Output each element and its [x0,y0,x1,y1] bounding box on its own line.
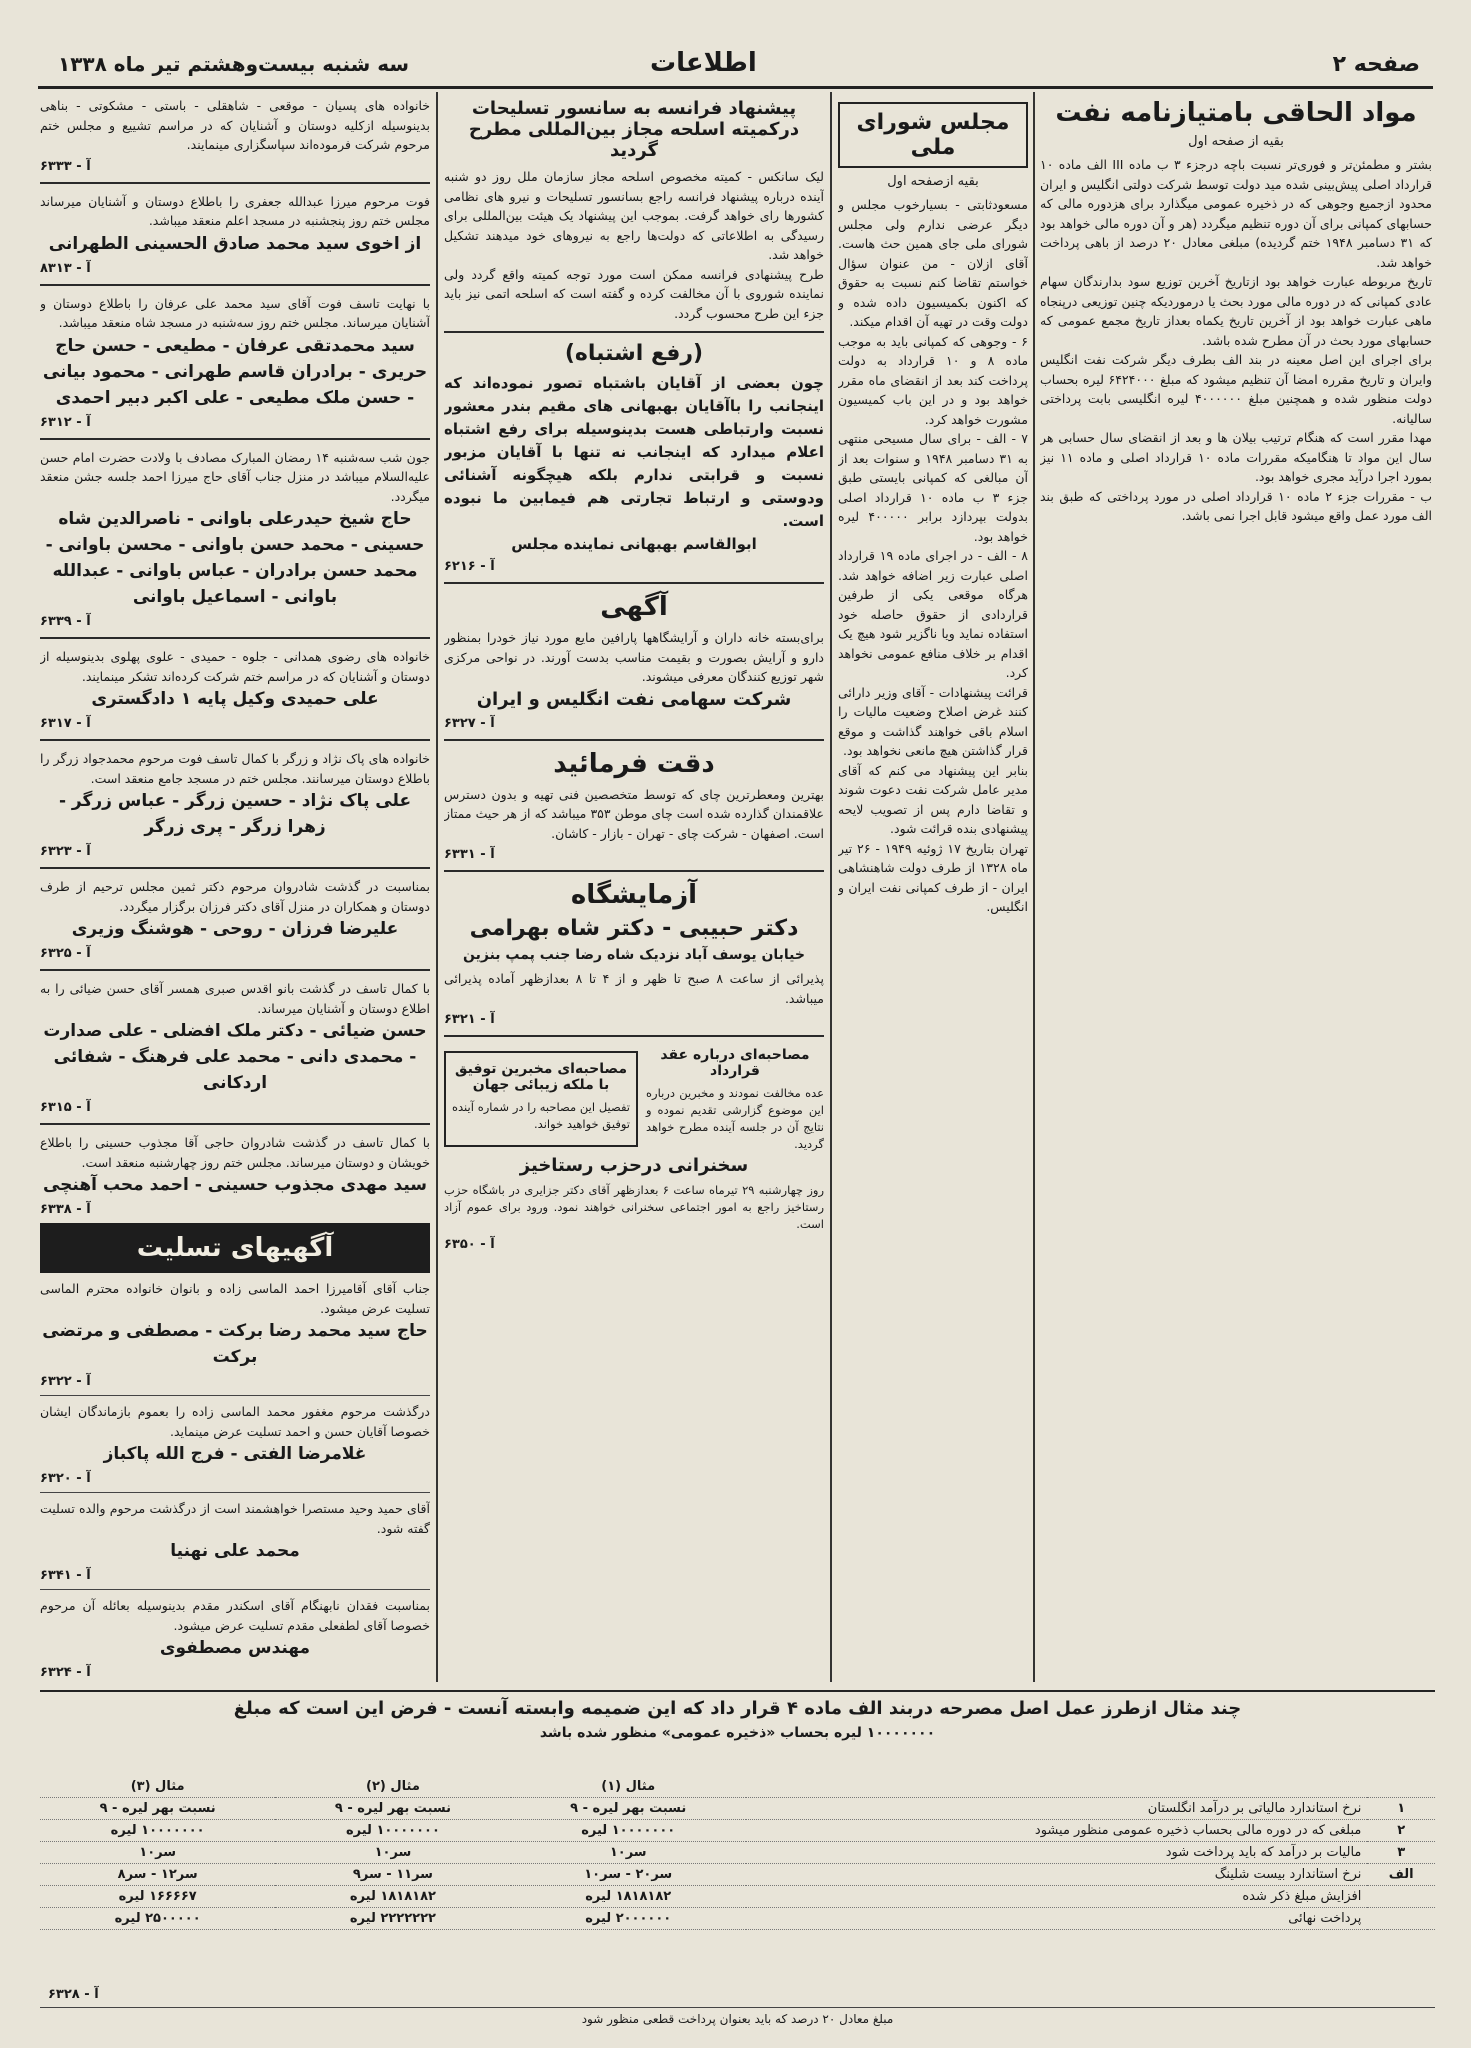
table-cell: ۲۵۰۰۰۰۰ لیره [40,1908,275,1930]
article-paragraph: ۷ - الف - برای سال مسیحی منتهی به ۳۱ دسامبر ۱۹۴۸ و سنوات بعد از آن مبالغی که کمپانی بایستی طبق جزء ۳ ب ماده ۱۰ قرارداد اصلی بدولت بپردازد برابر ۴۰۰۰۰۰ لیره خواهد بود. [838,431,1028,544]
ad-code: آ - ۶۳۱۲ [40,414,91,430]
center-column [444,96,824,1676]
article-paragraph: ۸ - الف - در اجرای ماده ۱۹ قرارداد اصلی عبارت زیر اضافه خواهد شد. هرگاه موقعی یکی از طرفین قراردادی از حقوق حاصله خود استفاده نماید ویا ناگزیر شود هیچ یک اقدام بر خلاف منافع عمومی نخواهد کرد. [838,548,1028,680]
memo-text: عده مخالفت نمودند و مخبرین درباره این موضوع گزارشی تقدیم نموده و نتایج آن در جلسه آینده مطرح خواهد گردید. [646,1086,824,1151]
ad-code: آ - ۶۳۲۷ [444,715,495,731]
calculation-table [40,1776,1435,1930]
notice-names: علی پاک نژاد - حسین زرگر - عباس زرگر - زهرا زرگر - پری زرگر [58,791,412,837]
article-paragraph: مسعودثابتی - بسیارخوب مجلس و دیگر عرضی ندارم ولی مجلس شورای ملی جای همین حث هاست. آقای ازلان - من عنوان سؤال خواستم تقاضا کنم نسبت به حقوق که اکنون بکمیسیون داده شده و دولت وقت در تهیه آن اقدام میکند. [838,197,1028,329]
masthead [40,44,1440,104]
ad-code: آ - ۸۳۱۳ [40,260,91,276]
notice-text: خانواده های رضوی همدانی - جلوه - حمیدی - علوی پهلوی بدینوسیله از دوستان و آشنایان که در مراسم ختم شرکت کرده‌اند تشکر مینمایند. [40,649,430,684]
table-cell: ۱۸۱۸۱۸۲ لیره [275,1886,510,1908]
table-cell: سر۱۱ - سر۹ [275,1864,510,1886]
separator [40,1492,430,1493]
lab-address: خیابان یوسف آباد نزدیک شاه رضا جنب پمپ بنزین [463,947,805,963]
lab-hours: پذیرائی از ساعت ۸ صبح تا ظهر و از ۴ تا ۸ بعدازظهر آماده پذیرائی میباشد. [444,971,824,1006]
article-paragraph: تهران بتاریخ ۱۷ ژوئیه ۱۹۴۹ - ۲۶ تیر ماه ۱۳۲۸ از طرف دولت شاهنشاهی ایران - از طرف کمپانی نفت ایران و انگلیس. [838,840,1028,914]
majlis-article [838,96,1028,1676]
ad-code: آ - ۶۳۳۱ [444,847,495,862]
notice-names: غلامرضا الفتی - فرج الله پاکباز [103,1444,367,1464]
column-rule [830,92,832,1682]
ad-code: آ - ۶۳۳۳ [40,158,91,174]
table-cell: نسبت بهر لیره - ۹ [275,1798,510,1820]
masthead-rule [38,86,1433,89]
small-items-row [444,1045,824,1153]
oil-agreement-article [1040,96,1432,1676]
correction-title: (رفع اشتباه) [564,341,704,366]
table-cell: سر۱۰ [275,1842,510,1864]
condolence-banner: آگهیهای تسلیت [40,1223,430,1273]
correction-signature: ابوالقاسم بهبهانی نماینده مجلس [511,535,757,553]
table-cell: مبلغی که در دوره مالی بحساب ذخیره عمومی منظور میشود [746,1820,1368,1842]
table-header-cell: مثال (۲) [275,1776,510,1798]
notice-text: خانواده های پاک نژاد و زرگر با کمال تاسف فوت مرحوم محمدجواد زرگر را باطلاع دوستان میرسانند. مجلس ختم در مسجد جامع منعقد است. [40,751,430,786]
newspaper-name: اطلاعات [650,48,757,78]
notice-text: درگذشت مرحوم مغفور محمد الماسی زاده را بعموم بازماندگان ایشان خصوصا آقایان حسن و احمد تسلیت عرض مینماید. [40,1404,430,1439]
notice-text: آقای حمید وحید مستصرا خواهشمند است از درگذشت مرحوم والده تسلیت گفته شود. [40,1501,430,1536]
ad-code: آ - ۶۳۲۸ [48,1987,99,2002]
separator [444,870,824,872]
separator [40,739,430,741]
issue-date: سه شنبه بیست‌وهشتم تیر ماه ۱۳۳۸ [58,52,410,76]
notice-names: محمد علی نهنیا [170,1541,300,1561]
ad-text: برای‌بسته خانه داران و آرایشگاهها پارافین مایع مورد نیاز خودرا بمنظور دارو و آرایش بصورت و بقیمت مناسب بدست آورند. در نواحی مرکزی شهر توزیع کنندگان معرفی میشوند. [444,630,824,684]
separator [40,1395,430,1396]
separator [40,438,430,440]
continued-note: بقیه ازصفحه اول [887,174,979,189]
notice-names: مهندس مصطفوی [159,1638,311,1658]
notice-text: فوت مرحوم میرزا عبدالله جعفری را باطلاع دوستان و آشنایان میرساند مجلس ختم روز پنجشنبه در مسجد اعلم منعقد میباشد. [40,193,430,228]
table-row [40,1842,1435,1864]
table-cell: نرخ استاندارد مالیاتی بر درآمد انگلستان [746,1798,1368,1820]
separator [444,1035,824,1037]
table-row [40,1820,1435,1842]
notice-text: بمناسبت در گذشت شادروان مرحوم دکتر ثمین مجلس ترحیم از طرف دوستان و همکاران در منزل آقای دکتر فرزان برگزار میگردد. [40,879,430,914]
ad-code: آ - ۶۳۲۴ [40,1665,91,1676]
article-paragraph: لیک سانکس - کمیته مخصوص اسلحه مجاز سازمان ملل روز دو شنبه آینده درباره پیشنهاد فرانسه راجع بسانسور تسلیحات و نیرو های نظامی کشورها رای خواهد گرفت. بموجب این پیشنهاد یک هیئت بین‌المللی برای رسیدگی به اطلاعاتی که دولت‌ها راجع به نیروهای خود میدهند تشکیل خواهد شد. [444,169,824,262]
notice-names: حاج شیخ حیدرعلی باوانی - ناصرالدین شاه حسینی - محمد حسن باوانی - محسن باوانی - محمد حسن برادران - عباس باوانی - عبدالله باوانی - اسماعیل باوانی [45,509,425,607]
ad-code: آ - ۶۳۲۳ [40,844,91,859]
article-title: پیشنهاد فرانسه به سانسور تسلیحات درکمیته اسلحه مجاز بین‌المللی مطرح گردید [468,98,800,161]
table-cell: ۱۰۰۰۰۰۰۰ لیره [40,1820,275,1842]
ad-code: آ - ۶۳۲۲ [40,1374,91,1389]
separator [40,1589,430,1590]
speech-text: روز چهارشنبه ۲۹ تیرماه ساعت ۶ بعدازظهر آقای دکتر جزایری در باشگاه حزب رستاخیز راجع به امور اجتماعی سخنرانی خواهند نمود. ورود برای عموم آزاد است. [444,1183,824,1231]
memo-title: مصاحبه‌ای درباره عقد قرارداد [660,1047,810,1079]
notice-text: خانواده های پسیان - موقعی - شاهقلی - باستی - مشکوتی - بناهی بدینوسیله ازکلیه دوستان و آشنایان که در مراسم تشییع و مجلس ختم مرحوم شرکت فرموده‌اند سپاسگزاری مینمایند. [40,98,430,152]
table-cell: نسبت بهر لیره - ۹ [511,1798,746,1820]
article-paragraph: مهدا مقرر است که هنگام ترتیب بیلان ها و بعد از انقضای سال حسابی هر سال این مواد تا هنگامیکه مقررات ماده ۱۰ قرارداد اصلی و ماده ۱۱ نیز بمورد اجرا درآید مجری خواهد بود. [1040,430,1432,484]
notice-names: از اخوی سید محمد صادق الحسینی الطهرانی [48,233,422,254]
table-header-cell: مثال (۱) [511,1776,746,1798]
table-cell: ۱۰۰۰۰۰۰۰ لیره [511,1820,746,1842]
article-paragraph: بشتر و مطمئن‌تر و فوری‌تر نسبت باچه درجزء ۳ ب ماده III الف ماده ۱۰ قرارداد اصلی پیش‌بینی شده مید دولت توسط شرکت دولتی انگلیس و ایران محدود ازجمیع وجوهی که در ذخیره عمومی میگذارد برای هزدوره مالی که حسابهای کمپانی برای آن دوره تنظیم میگردد (هر و آن دوره مالی خواهد بود که ۳۱ دسامبر ۱۹۴۸ ختم گردیده) مبلغی معادل ۲۰ درصد از باهی پرداخت خواهد شد. [1040,157,1432,270]
table-row [40,1864,1435,1886]
separator [40,969,430,971]
ad-code: آ - ۶۳۳۸ [40,1202,91,1217]
separator [444,331,824,333]
table-subheading: ۱۰۰۰۰۰۰۰ لیره بحساب «ذخیره عمومی» منظور شده باشد [539,1725,936,1741]
separator [444,739,824,741]
column-rule [1033,92,1035,1682]
notice-title: دقت فرمائید [553,748,715,779]
table-row [40,1798,1435,1820]
interview-item [444,1051,638,1147]
article-paragraph: بنابر این پیشنهاد می کنم که آقای مدیر عامل شرکت نفت دعوت شوند و تقاضا دارم پس از تصویب لایحه پیشنهادی بنده قرائت شود. [838,762,1028,836]
table-cell [1367,1908,1435,1930]
article-title: مواد الحاقی بامتیازنامه نفت [1055,98,1417,128]
table-cell: ۳ [1367,1842,1435,1864]
notice-text: جون شب سه‌شنبه ۱۴ رمضان المبارک مصادف با ولادت حضرت امام حسن علیه‌السلام میباشد در منزل جناب آقای حاج میرزا احمد جلسه جشن منعقد میگردد. [40,449,430,504]
interview-text: تفصیل این مصاحبه را در شماره آینده توفیق خواهید خواند. [452,1100,630,1131]
table-row [40,1908,1435,1930]
notice-names: حسن ضیائی - دکتر ملک افضلی - علی صدارت - محمدی دانی - محمد علی فرهنگ - شفائی اردکانی [43,1021,427,1093]
table-cell: سر۱۰ [511,1842,746,1864]
separator [40,1123,430,1125]
notices-column [40,96,430,1676]
article-paragraph: طرح پیشنهادی فرانسه ممکن است مورد توجه کمیته واقع گردد ولی نماینده شوروی با آن مخالفت کرده و گفته است که اسلحه اتمی نیز باید جزء این طرح محسوب گردد. [444,266,824,321]
table-cell: سر۲۰ - سر۱۰ [511,1864,746,1886]
table-cell: ۲ [1367,1820,1435,1842]
notice-text: بهترین ومعطرترین چای که توسط متخصصین فنی تهیه و بدون دسترس علاقمندان گذارده شده است چای موطن ۳۵۳ میباشد که از هر حیث ممتاز است. اصفهان - شرکت چای - تهران - بازار - کاشان. [444,786,824,841]
ad-code: آ - ۶۳۵۰ [444,1237,495,1252]
continued-note: بقیه از صفحه اول [1188,134,1284,149]
table-cell [1367,1886,1435,1908]
article-paragraph: قرائت پیشنهادات - آقای وزیر دارائی کنند غرض اصلاح وضعیت مالیات را اسلام باقی خواهند گذاشت و موقع قرار گذاشتن هیچ مانعی نخواهد بود. [838,684,1028,758]
ad-code: آ - ۶۳۲۰ [40,1471,91,1486]
notice-text: با کمال تاسف در گذشت بانو اقدس صبری همسر آقای حسن ضیائی را به اطلاع دوستان و آشنایان میرساند. [40,981,430,1016]
notice-text: با کمال تاسف در گذشت شادروان حاجی آقا مجذوب حسینی را باطلاع خویشان و دوستان میرساند. مجلس ختم روز چهارشنبه منعقد است. [40,1135,430,1170]
article-paragraph: برای اجرای این اصل معینه در بند الف بطرف دیگر شرکت نفت انگلیس وایران و تاریخ مقرره امضا آن تنظیم میشود که مبلغ ۶۴۲۴۰۰۰ لیره بحساب دولت منظور شده و همچنین مبلغ ۴۰۰۰۰۰۰ لیره انگلیسی بابت پرداختی سالیانه. [1040,352,1432,426]
ad-code: آ - ۶۳۴۱ [40,1568,91,1583]
notice-names: علیرضا فرزان - روحی - هوشنگ وزیری [71,919,399,939]
ad-code: آ - ۶۳۲۵ [40,946,91,961]
correction-text: چون بعضی از آقایان باشتباه تصور نموده‌اند که اینجانب را باآقایان بهبهانی های مقیم بندر معشور نسبت وارتباطی هست بدینوسیله برای رفع اشتباه اعلام میدارد که اینجانب نه تنها با آقایان مزبور نسبت و قرابتی ندارم بلکه هیچگونه آشنائی ودوستی و ارتباط تجارتی هم فیمابین ما نبوده است. [444,374,824,530]
article-paragraph: ۶ - وجوهی که کمپانی باید به موجب ماده ۸ و ۱۰ قرارداد به دولت پرداخت کند بعد از انقضای ماه مقرر خواهد بود و در این باب کمیسیون مشورت خواهد کرد. [838,333,1028,427]
page-number: صفحه ۲ [1332,52,1420,77]
notice-text: با نهایت تاسف فوت آقای سید محمد علی عرفان را باطلاع دوستان و آشنایان میرساند. مجلس ختم روز سه‌شنبه در مسجد شاه منعقد میباشد. [40,295,430,330]
notice-text: جناب آقای آقامیرزا احمد الماسی زاده و بانوان خانواده محترم الماسی تسلیت عرض میشود. [40,1281,430,1316]
article-title: مجلس شورای ملی [838,102,1028,168]
separator [40,182,430,184]
speech-title: سخنرانی درحزب رستاخیز [519,1155,749,1176]
separator [40,867,430,869]
table-cell: ۱۸۱۸۱۸۲ لیره [511,1886,746,1908]
ad-signature: شرکت سهامی نفت انگلیس و ایران [476,688,792,710]
table-cell: ۱۶۶۶۶۷ لیره [40,1886,275,1908]
separator [40,637,430,639]
table-cell: نرخ استاندارد بیست شلینگ [746,1864,1368,1886]
column-rule [436,92,438,1682]
table-cell: ۲۰۰۰۰۰۰ لیره [511,1908,746,1930]
notice-names: سید مهدی مجذوب حسینی - احمد محب آهنچی [42,1175,428,1195]
interview-title: مصاحبه‌ای مخبرین توفیق با ملکه زیبائی جهان [455,1061,627,1093]
memo-item [646,1045,824,1153]
table-cell: سر۱۲ - سر۸ [40,1864,275,1886]
table-heading: چند مثال ازطرز عمل اصل مصرحه دربند الف ماده ۴ قرار داد که این ضمیمه وابسته آنست - فرض این است که مبلغ [40,1690,1435,1719]
calculation-table-section [40,1690,1435,2030]
table-row [40,1886,1435,1908]
notice-text: بمناسبت فقدان نابهنگام آقای اسکندر مقدم بدینوسیله بعائله آن مرحوم خصوصا آقای لطفعلی مقدم تسلیت عرض میشود. [40,1598,430,1633]
table-cell: نسبت بهر لیره - ۹ [40,1798,275,1820]
ad-code: آ - ۶۳۱۵ [40,1100,91,1115]
table-header-row [40,1776,1435,1798]
table-header-cell [746,1776,1368,1798]
notice-names: علی حمیدی وکیل پایه ۱ دادگستری [91,689,379,709]
notice-names: سید محمدتقی عرفان - مطیعی - حسن حاج حریری - برادران قاسم طهرانی - محمود بیانی - حسن ملک مطیعی - علی اکبر دبیر احمدی [42,335,428,408]
article-paragraph: ب - مقررات جزء ۲ ماده ۱۰ قرارداد اصلی در مورد پرداختی که طبق بند الف مورد عمل واقع میشود قابل اجرا نمی باشد. [1040,488,1432,523]
table-header-cell [1367,1776,1435,1798]
table-cell: سر۱۰ [40,1842,275,1864]
ad-code: آ - ۶۳۳۹ [40,614,91,629]
table-cell: ۱۰۰۰۰۰۰۰ لیره [275,1820,510,1842]
article-paragraph: تاریخ مربوطه عبارت خواهد بود ازتاریخ آخرین توزیع سود بدارندگان سهام عادی کمپانی که در دوره مالی مورد بحث یا درموردیکه چنین توزیعی درپنجاه ماهی عبارت خواهد بود از آخرین تاریخ یکماه بعداز تاریخ مجمع عمومی که حسابهای مورد بحث در آن مطرح شده باشد. [1040,274,1432,348]
table-footer: مبلغ معادل ۲۰ درصد که باید بعنوان پرداخت قطعی منظور شود [40,2007,1435,2026]
table-header-cell: مثال (۳) [40,1776,275,1798]
ad-code: آ - ۶۲۱۶ [444,559,495,574]
separator [444,582,824,584]
ad-title: آگهی [600,592,668,622]
table-cell: الف [1367,1864,1435,1886]
table-cell: مالیات بر درآمد که باید پرداخت شود [746,1842,1368,1864]
lab-title: آزمایشگاه [570,880,698,910]
table-cell: افزایش مبلغ ذکر شده [746,1886,1368,1908]
table-cell: ۲۲۲۲۲۲۲ لیره [275,1908,510,1930]
notice-names: حاج سید محمد رضا برکت - مصطفی و مرتضی برکت [42,1321,428,1367]
ad-code: آ - ۶۳۱۷ [40,716,91,731]
ad-code: آ - ۶۳۲۱ [444,1012,495,1027]
table-cell: پرداخت نهائی [746,1908,1368,1930]
lab-doctors: دکتر حبیبی - دکتر شاه بهرامی [469,916,799,941]
separator [40,284,430,286]
table-cell: ۱ [1367,1798,1435,1820]
